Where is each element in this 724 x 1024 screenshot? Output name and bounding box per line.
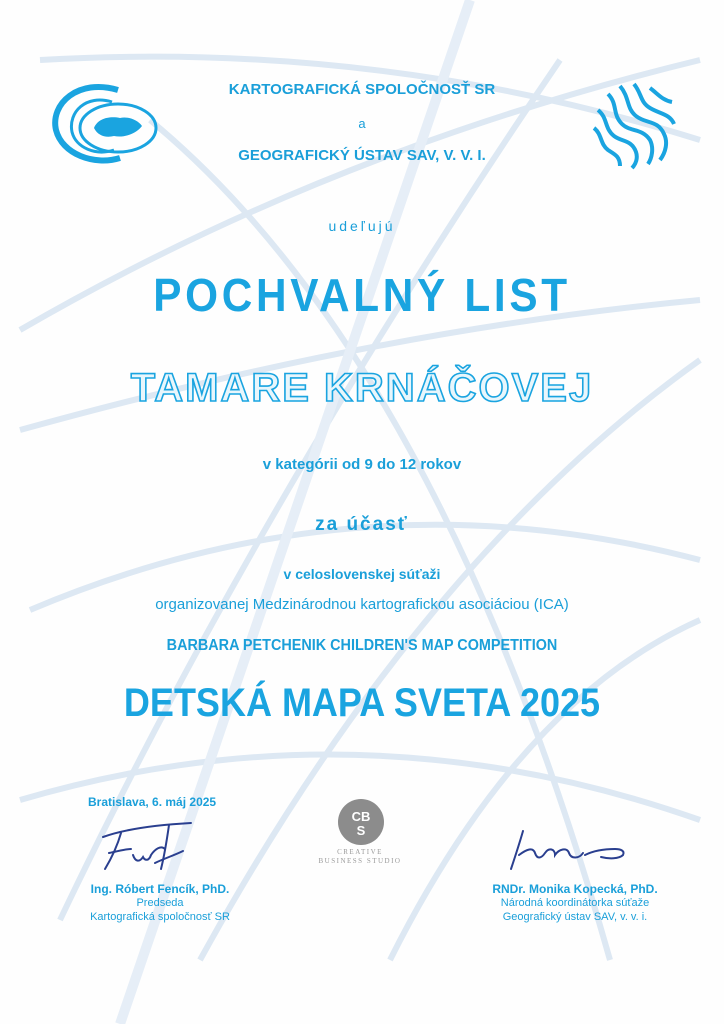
signature-right <box>505 825 635 875</box>
signer-left-block <box>60 882 260 924</box>
signer-left-role2: Kartografická spoločnosť SR <box>90 911 230 923</box>
award-title: POCHVALNÝ LIST <box>153 269 571 321</box>
signer-left-name: Ing. Róbert Fencík, PhD. <box>90 882 230 896</box>
recipient-name: TAMARE KRNÁČOVEJ <box>130 366 594 410</box>
organizer-line: organizovanej Medzinárodnou kartografickou asociáciou (ICA) <box>155 596 569 613</box>
creative-business-studio-logo <box>336 797 386 847</box>
signer-right-role1: Národná koordinátorka súťaže <box>500 897 650 909</box>
competition-name: BARBARA PETCHENIK CHILDREN'S MAP COMPETITION <box>166 637 558 654</box>
signer-left-role1: Predseda <box>136 897 184 909</box>
participation-text: za účasť <box>315 514 409 535</box>
cbs-logo-letters-bottom: S <box>356 823 366 838</box>
competition-line: v celoslovenskej súťaži <box>283 566 441 582</box>
cbs-logo-letters-top: CB <box>351 809 371 824</box>
org2-heading: GEOGRAFICKÝ ÚSTAV SAV, V. V. I. <box>238 147 486 164</box>
signer-right-block <box>475 882 675 924</box>
event-title: DETSKÁ MAPA SVETA 2025 <box>123 681 601 725</box>
sponsor-line2: BUSINESS STUDIO <box>318 857 402 865</box>
sponsor-caption <box>300 848 420 866</box>
signature-left <box>95 815 205 875</box>
conjunction-text: a <box>358 116 366 131</box>
category-text: v kategórii od 9 do 12 rokov <box>262 456 462 473</box>
signer-right-role2: Geografický ústav SAV, v. v. i. <box>502 911 648 923</box>
date-place: Bratislava, 6. máj 2025 <box>88 795 217 809</box>
sponsor-line1: CREATIVE <box>337 848 383 856</box>
org1-heading: KARTOGRAFICKÁ SPOLOČNOSŤ SR <box>228 81 496 98</box>
verb-text: udeľujú <box>328 218 396 234</box>
signer-right-name: RNDr. Monika Kopecká, PhD. <box>492 882 658 896</box>
